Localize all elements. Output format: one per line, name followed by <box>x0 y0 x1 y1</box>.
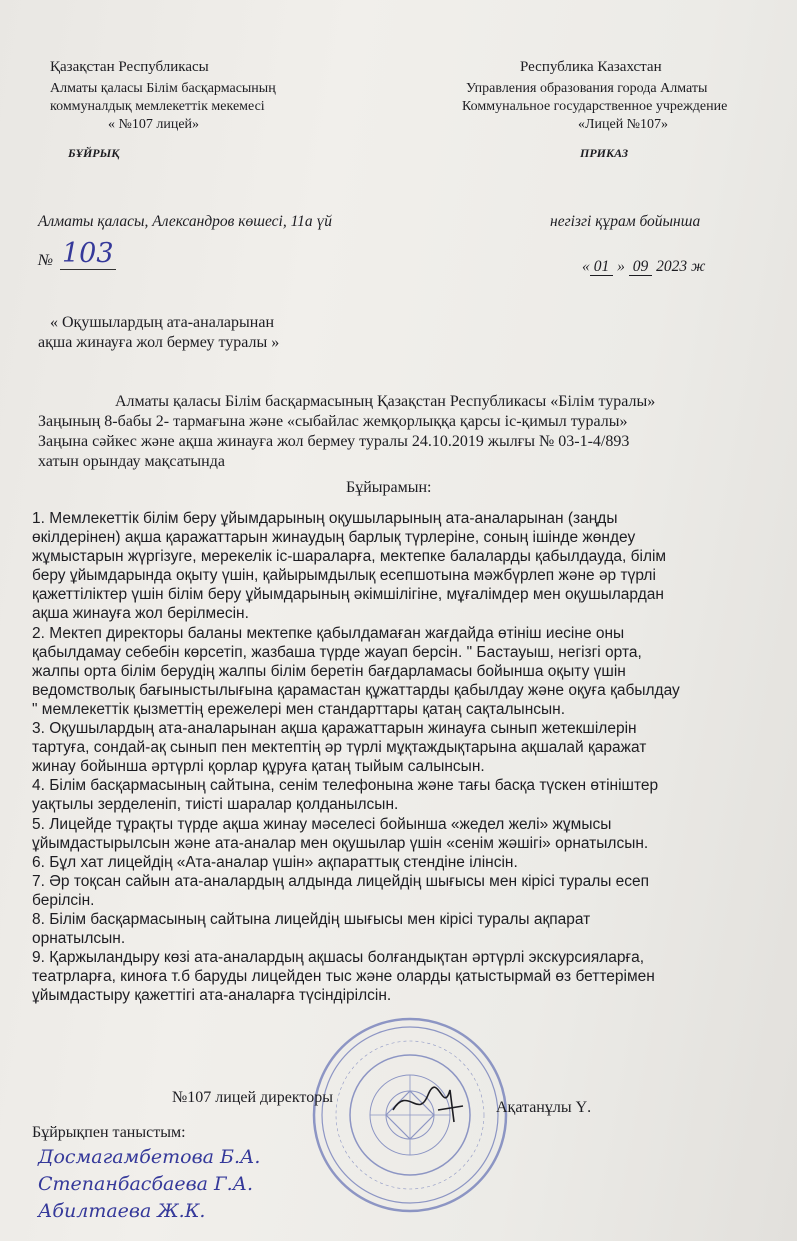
header-left-order-label: БҰЙРЫҚ <box>68 146 120 160</box>
header-right-department: Управления образования города Алматы <box>466 81 708 96</box>
header-left-lyceum: « №107 лицей» <box>108 117 200 132</box>
header-right-lyceum: «Лицей №107» <box>578 117 669 132</box>
acknowledged-label: Бұйрықпен таныстым: <box>32 1124 186 1141</box>
header-right-country: Республика Казахстан <box>520 59 662 75</box>
header-right-order-label: ПРИКАЗ <box>580 146 629 160</box>
preamble-line-1: Алматы қаласы Білім басқармасының Қазақстан Республикасы «Білім туралы» <box>115 393 656 410</box>
header-left-department: Алматы қаласы Білім басқармасының <box>50 81 276 96</box>
subject-line-1: « Оқушылардың ата-аналарынан <box>50 314 274 331</box>
ack-entry-2: Степанбасбаева Г.А. <box>38 1173 254 1195</box>
subject-line-2: ақша жинауға жол бермеу туралы » <box>38 334 280 351</box>
preamble-line-4: хатын орындау мақсатында <box>38 453 225 470</box>
address-line: Алматы қаласы, Александров көшесі, 11а үй <box>38 213 333 230</box>
header-left-institution: коммуналдық мемлекеттік мекемесі <box>50 99 265 114</box>
ack-entry-3: Абилтаева Ж.К. <box>38 1200 206 1222</box>
director-name: Ақатанұлы Ү. <box>496 1099 592 1116</box>
header-right-institution: Коммунальное государственное учреждение <box>462 99 728 114</box>
order-body: 1. Мемлекеттік білім беру ұйымдарының оқушыларының ата-аналарынан (заңды өкілдерінен) ақша қаражаттарын жинаудың барлық түрлеріне, соның ішінде жөндеу жұмыстарын жүргізуге, мерекелік іс-шараларға, мектепке балаларды қабылдауда, білім беру ұйымдарында оқыту үшін, қайырымдылық есепшотына мәжбүрлеп және әр түрлі қажеттіліктер үшін білім беру ұйымдарының әкімшілігіне, мұғалімдер мен оқушылардан ақша жинауға жол берілмесін. 2. Мектеп директоры баланы мектепке қабылдамаған жағдайда өтініш иесіне оны қабылдамау себебін көрсетіп, жазбаша түрде жауап берсін. " Бастауыш, негізгі орта, жалпы орта білім берудің жалпы білім беретін бағдарламасы бойынша оқыту үшін ведомстволық бағыныстылығына қарамастан құжаттарды қабылдау және оқуға қабылдау " мемлекеттік қызметтің ережелері мен стандарттары қатаң сақталынсын. 3. Оқушылардың ата-аналарынан ақша қаражаттарын жинауға сынып жетекшілерін тартуға, сондай-ақ сынып пен мектептің әр түрлі мұқтаждықтарына ақшалай қаражат жинау бойынша әртүрлі қорлар құруға қатаң тыйым салынсын. 4. Білім басқармасының сайтына, сенім телефонына және тағы басқа түскен өтініштер уақтылы зерделеніп, тиісті шаралар қолданылсын. 5. Лицейде тұрақты түрде ақша жинау мәселесі бойынша «жедел желі» жұмысы ұйымдастырылсын және ата-аналар мен оқушылар үшін «сенім жәшігі» орнатылсын. 6. Бұл хат лицейдің «Ата-аналар үшін» ақпараттық стендіне ілінсін. 7. Әр тоқсан сайын ата-аналардың алдында лицейдің шығысы мен кірісі туралы есеп берілсін. 8. Білім басқармасының сайтына лицейдің шығысы мен кірісі туралы ақпарат орнатылсын. 9. Қаржыландыру көзі ата-аналардың ақшасы болғандықтан әртүрлі экскурсияларға, театрларға, киноға т.б баруды лицейден тыс және оларды қатыстырмай өз беттерімен ұйымдастыру қажеттігі ата-аналарға түсіндірілсін. <box>32 510 680 1005</box>
director-title: №107 лицей директоры <box>172 1089 333 1106</box>
order-number-handwritten: 103 <box>62 238 114 269</box>
order-heading: Бұйырамын: <box>346 479 432 496</box>
preamble-line-2: Заңының 8-бабы 2- тармағына және «сыбайлас жемқорлыққа қарсы іс-қимыл туралы» <box>38 413 628 430</box>
header-left-country: Қазақстан Республикасы <box>50 59 209 75</box>
director-signature <box>388 1080 468 1125</box>
preamble-line-3: Заңына сәйкес және ақша жинауға жол бермеу туралы 24.10.2019 жылғы № 03-1-4/893 <box>38 433 630 450</box>
order-number-label: № <box>38 252 54 269</box>
order-date: « 01 » 09 2023 ж <box>582 258 706 275</box>
ack-entry-1: Досмагамбетова Б.А. <box>38 1146 261 1168</box>
basis-line: негізгі құрам бойынша <box>550 213 701 230</box>
